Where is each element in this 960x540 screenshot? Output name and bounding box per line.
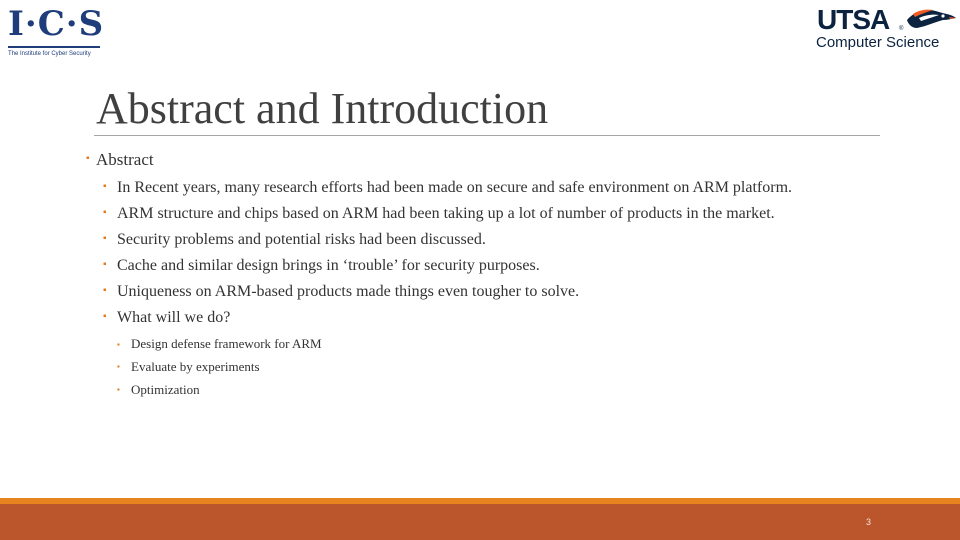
bullet-icon: ▪ bbox=[103, 310, 107, 322]
list-item-text: In Recent years, many research efforts had been made on secure and safe environment on ARM platform. bbox=[117, 179, 793, 197]
list-item-text: ARM structure and chips based on ARM had been taking up a lot of number of products in the market. bbox=[117, 205, 775, 223]
bullet-icon: ▪ bbox=[103, 206, 107, 218]
sub-list-item-text: Design defense framework for ARM bbox=[131, 336, 322, 352]
bullet-icon: ▪ bbox=[103, 232, 107, 244]
list-item bbox=[86, 253, 906, 279]
title-divider bbox=[94, 135, 880, 136]
bullet-icon: ▪ bbox=[103, 180, 107, 192]
list-item bbox=[86, 201, 906, 227]
bullet-list bbox=[86, 175, 906, 331]
utsa-wordmark: UTSA bbox=[817, 4, 890, 35]
footer-band bbox=[0, 504, 960, 540]
sub-list-item-text: Optimization bbox=[131, 381, 200, 397]
bullet-icon: ▪ bbox=[86, 153, 90, 165]
list-item-text: Uniqueness on ARM-based products made things even tougher to solve. bbox=[117, 283, 580, 301]
sub-bullet-list bbox=[86, 333, 906, 401]
section-heading bbox=[86, 148, 906, 173]
list-item-text: Security problems and potential risks had been discussed. bbox=[117, 231, 486, 249]
list-item bbox=[86, 227, 906, 253]
bullet-icon: ▪ bbox=[117, 339, 120, 349]
ics-logo bbox=[8, 6, 108, 62]
ics-logo-mark: I·C·S bbox=[8, 4, 105, 44]
bullet-icon: ▪ bbox=[117, 362, 120, 372]
bullet-icon: ▪ bbox=[117, 385, 120, 395]
sub-list-item-text: Evaluate by experiments bbox=[131, 359, 260, 375]
sub-list-item bbox=[86, 356, 906, 379]
ics-logo-tagline: The Institute for Cyber Security bbox=[8, 51, 91, 57]
list-item bbox=[86, 279, 906, 305]
roadrunner-icon bbox=[905, 6, 957, 32]
slide-content bbox=[86, 148, 906, 402]
section-label: Abstract bbox=[96, 150, 154, 169]
bullet-icon: ▪ bbox=[103, 258, 107, 270]
sub-list-item bbox=[86, 379, 906, 402]
utsa-logo bbox=[815, 4, 957, 54]
list-item bbox=[86, 305, 906, 331]
bullet-icon: ▪ bbox=[103, 284, 107, 296]
ics-logo-rule bbox=[8, 46, 100, 48]
slide-title: Abstract and Introduction bbox=[96, 84, 549, 133]
page-number: 3 bbox=[866, 517, 872, 527]
sub-list-item bbox=[86, 333, 906, 356]
list-item-text: What will we do? bbox=[117, 309, 231, 327]
utsa-department: Computer Science bbox=[816, 34, 940, 51]
list-item-text: Cache and similar design brings in ‘trouble’ for security purposes. bbox=[117, 257, 540, 275]
list-item bbox=[86, 175, 906, 201]
utsa-registered-mark: ® bbox=[899, 26, 904, 32]
